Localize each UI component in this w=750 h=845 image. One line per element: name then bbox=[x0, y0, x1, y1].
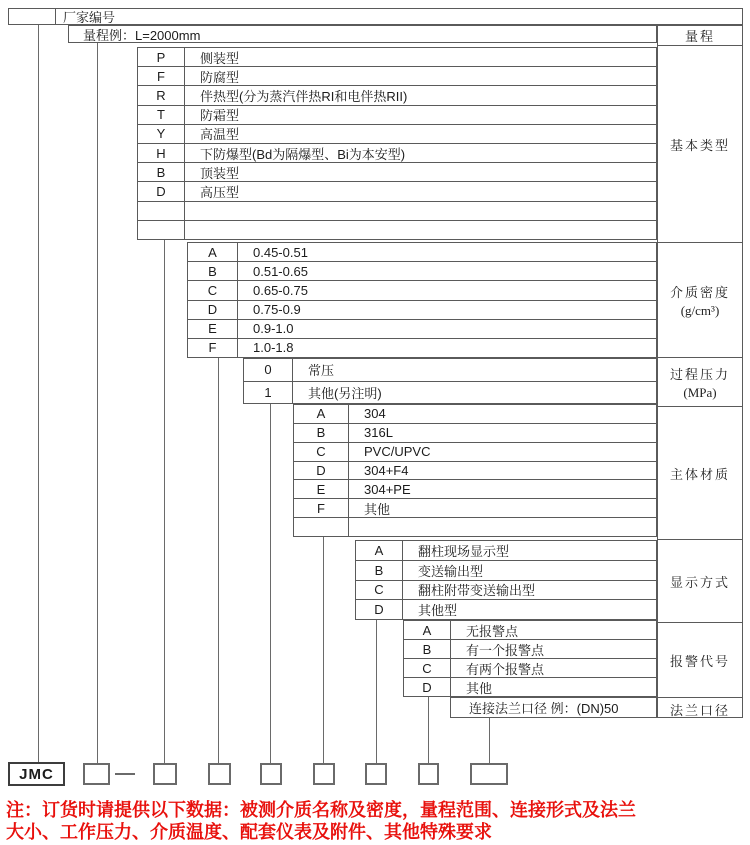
desc-cell: 0.45-0.51 bbox=[253, 244, 308, 260]
code-cell: 0 bbox=[244, 359, 293, 381]
code-cell: 1 bbox=[244, 382, 293, 404]
desc-cell: 顶装型 bbox=[200, 165, 240, 181]
code-cell bbox=[138, 202, 185, 220]
desc-cell: 变送输出型 bbox=[418, 563, 484, 579]
table-row bbox=[244, 381, 656, 404]
table-row bbox=[138, 124, 656, 143]
factory-code-row bbox=[8, 8, 743, 25]
code-cell: P bbox=[138, 48, 185, 66]
label-cell-flange: 法兰口径 bbox=[658, 697, 742, 720]
desc-cell: 0.9-1.0 bbox=[253, 321, 294, 337]
code-cell: D bbox=[404, 678, 451, 696]
connector-line-material bbox=[323, 537, 324, 763]
code-box-density bbox=[208, 763, 231, 785]
code-box-flange bbox=[470, 763, 508, 785]
table-row bbox=[356, 541, 656, 560]
desc-cell: 0.65-0.75 bbox=[253, 282, 308, 298]
code-cell: B bbox=[356, 561, 403, 580]
code-cell bbox=[294, 518, 349, 536]
code-box-material bbox=[313, 763, 335, 785]
code-cell: C bbox=[294, 443, 349, 461]
desc-cell: 翻柱附带变送输出型 bbox=[418, 583, 536, 599]
code-box-basic bbox=[153, 763, 177, 785]
desc-cell: 防腐型 bbox=[200, 69, 240, 85]
label-cell-display: 显示方式 bbox=[658, 539, 742, 622]
code-cell: D bbox=[356, 600, 403, 619]
desc-cell: PVC/UPVC bbox=[364, 444, 431, 460]
code-cell: H bbox=[138, 144, 185, 162]
connector-line-density bbox=[218, 358, 219, 763]
table-row bbox=[294, 479, 656, 498]
connector-line-pressure bbox=[270, 404, 271, 763]
desc-cell: 伴热型(分为蒸汽伴热RI和电伴热RII) bbox=[200, 89, 408, 105]
table-row bbox=[294, 442, 656, 461]
code-cell: A bbox=[356, 541, 403, 560]
code-cell: R bbox=[138, 86, 185, 104]
flange-size-row bbox=[450, 697, 657, 718]
material-table bbox=[293, 404, 657, 537]
code-box-display bbox=[365, 763, 387, 785]
label-cell-material: 主体材质 bbox=[658, 406, 742, 539]
code-cell: A bbox=[188, 243, 238, 261]
code-cell bbox=[138, 221, 185, 239]
display-mode-table bbox=[355, 540, 657, 620]
flange-size-text: 连接法兰口径 例：(DN)50 bbox=[469, 701, 619, 716]
code-cell: C bbox=[404, 659, 451, 677]
connector-line-prefix bbox=[38, 25, 39, 763]
table-row bbox=[138, 48, 656, 66]
desc-cell: 有一个报警点 bbox=[466, 642, 545, 658]
desc-cell: 防霜型 bbox=[200, 108, 240, 124]
label-cell-range: 量程 bbox=[684, 29, 715, 44]
desc-cell: 其他 bbox=[364, 501, 391, 517]
table-row bbox=[404, 621, 656, 639]
desc-cell: 0.51-0.65 bbox=[253, 263, 308, 279]
code-cell: T bbox=[138, 106, 185, 124]
code-cell: A bbox=[294, 405, 349, 423]
code-box-alarm bbox=[418, 763, 439, 785]
code-cell: B bbox=[294, 424, 349, 442]
desc-cell: 0.75-0.9 bbox=[253, 302, 301, 318]
code-box-pressure bbox=[260, 763, 282, 785]
table-row bbox=[294, 517, 656, 536]
table-row bbox=[294, 461, 656, 480]
table-row bbox=[188, 280, 656, 299]
desc-cell: 有两个报警点 bbox=[466, 661, 545, 677]
alarm-code-table bbox=[403, 620, 657, 697]
table-row bbox=[138, 201, 656, 220]
connector-line-range bbox=[97, 43, 98, 763]
code-cell: B bbox=[138, 163, 185, 181]
table-row bbox=[404, 658, 656, 677]
model-prefix-box: JMC bbox=[8, 762, 65, 786]
label-cell-alarm: 报警代号 bbox=[658, 622, 742, 697]
desc-cell bbox=[185, 221, 656, 239]
desc-cell: 1.0-1.8 bbox=[253, 340, 294, 356]
desc-cell: 高温型 bbox=[200, 127, 240, 143]
table-row bbox=[188, 261, 656, 280]
basic-type-table bbox=[137, 47, 657, 240]
desc-cell bbox=[185, 202, 656, 220]
code-cell: D bbox=[138, 182, 185, 200]
table-row bbox=[138, 220, 656, 239]
table-row bbox=[188, 338, 656, 357]
code-cell: F bbox=[294, 499, 349, 517]
desc-cell: 侧装型 bbox=[200, 50, 240, 66]
code-cell: D bbox=[294, 462, 349, 480]
desc-cell: 304+PE bbox=[364, 481, 411, 497]
range-example-row: 量程例：L=2000mm bbox=[68, 25, 657, 43]
ordering-note-line1: 注：订货时请提供以下数据：被测介质名称及密度，量程范围、连接形式及法兰 bbox=[6, 800, 636, 820]
table-row bbox=[138, 143, 656, 162]
table-row bbox=[294, 498, 656, 517]
code-box-range bbox=[83, 763, 110, 785]
code-cell: E bbox=[188, 320, 238, 338]
desc-cell: 304+F4 bbox=[364, 463, 409, 478]
connector-line-flange bbox=[489, 718, 490, 763]
ordering-note bbox=[6, 799, 748, 843]
connector-line-alarm bbox=[428, 697, 429, 763]
code-cell: C bbox=[356, 581, 403, 600]
code-cell: C bbox=[188, 281, 238, 299]
table-row bbox=[188, 319, 656, 338]
desc-cell: 其他 bbox=[466, 680, 493, 696]
density-table bbox=[187, 242, 657, 358]
code-cell: E bbox=[294, 480, 349, 498]
table-row bbox=[188, 243, 656, 261]
table-row bbox=[244, 359, 656, 381]
table-row bbox=[138, 181, 656, 200]
desc-cell: 常压 bbox=[308, 363, 335, 379]
table-row bbox=[451, 698, 656, 717]
table-row bbox=[138, 105, 656, 124]
model-prefix-cell bbox=[9, 9, 56, 24]
factory-code-label: 厂家编号 bbox=[63, 10, 116, 25]
table-row bbox=[138, 66, 656, 85]
desc-cell: 其他型 bbox=[418, 603, 458, 619]
table-row bbox=[138, 85, 656, 104]
category-label-column bbox=[657, 25, 743, 718]
connector-line-basic bbox=[164, 240, 165, 763]
table-row bbox=[356, 599, 656, 619]
desc-cell: 其他(另注明) bbox=[308, 385, 382, 401]
label-cell-pressure: 过程压力 (MPa) bbox=[658, 357, 742, 406]
table-row bbox=[404, 639, 656, 658]
desc-cell: 翻柱现场显示型 bbox=[418, 543, 510, 559]
code-cell: D bbox=[188, 301, 238, 319]
table-row bbox=[294, 405, 656, 423]
table-row bbox=[356, 580, 656, 600]
desc-cell: 316L bbox=[364, 425, 393, 441]
ordering-note-line2: 大小、工作压力、介质温度、配套仪表及附件、其他特殊要求 bbox=[6, 822, 492, 842]
desc-cell: 无报警点 bbox=[466, 623, 519, 639]
table-row bbox=[138, 162, 656, 181]
code-cell: A bbox=[404, 621, 451, 639]
table-row bbox=[356, 560, 656, 580]
pressure-table bbox=[243, 358, 657, 404]
dash-separator bbox=[115, 773, 135, 775]
code-cell: B bbox=[188, 262, 238, 280]
label-cell-density: 介质密度 (g/cm³) bbox=[658, 242, 742, 357]
desc-cell: 304 bbox=[364, 406, 386, 422]
table-row bbox=[404, 677, 656, 696]
code-cell: B bbox=[404, 640, 451, 658]
code-cell: F bbox=[188, 339, 238, 357]
label-cell-basic: 基本类型 bbox=[658, 45, 742, 242]
desc-cell: 下防爆型(Bd为隔爆型、Bi为本安型) bbox=[200, 146, 406, 162]
desc-cell: 高压型 bbox=[200, 185, 240, 201]
code-cell: F bbox=[138, 67, 185, 85]
desc-cell bbox=[349, 518, 656, 536]
code-cell: Y bbox=[138, 125, 185, 143]
table-row bbox=[294, 423, 656, 442]
connector-line-display bbox=[376, 620, 377, 763]
table-row bbox=[188, 300, 656, 319]
